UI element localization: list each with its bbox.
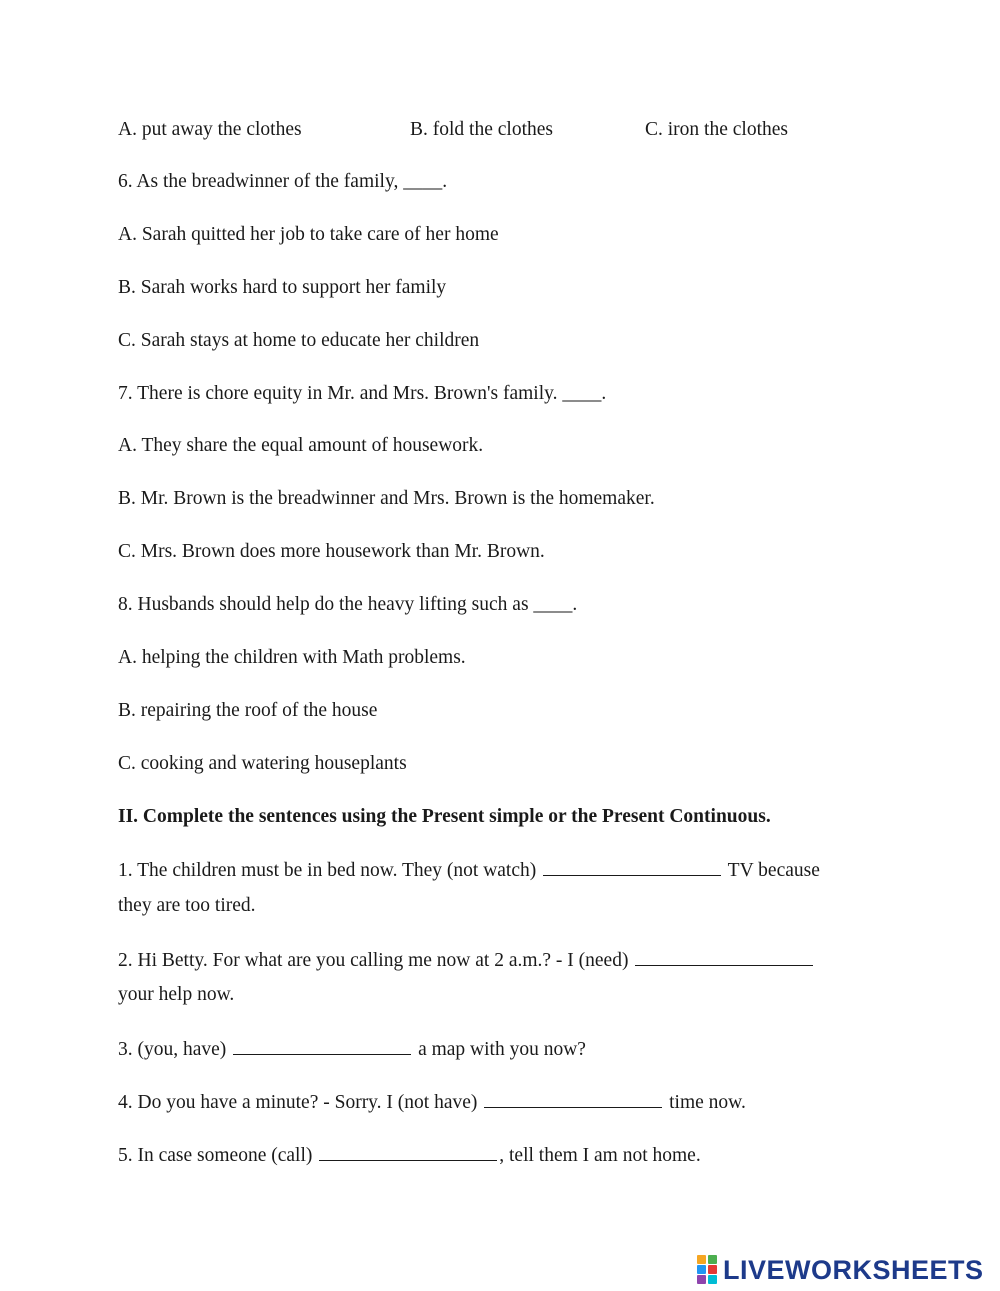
sentence-5-text-before: 5. In case someone (call) — [118, 1145, 318, 1166]
sentence-1-blank[interactable] — [543, 857, 721, 876]
liveworksheets-logo — [697, 1254, 984, 1286]
logo-text: LIVEWORKSHEETS — [723, 1254, 984, 1285]
sentence-5 — [118, 1142, 701, 1168]
sentence-1-continuation: they are too tired. — [118, 895, 256, 916]
sentence-1 — [118, 857, 820, 883]
sentence-5-blank[interactable] — [319, 1142, 497, 1161]
sentence-3-blank[interactable] — [233, 1036, 411, 1055]
q6-option-b[interactable]: B. Sarah works hard to support her family — [118, 277, 447, 298]
sentence-4-text-after: time now. — [664, 1092, 746, 1113]
sentence-4 — [118, 1089, 746, 1115]
q8-question: 8. Husbands should help do the heavy lifting such as ____. — [118, 594, 578, 615]
q8-option-b[interactable]: B. repairing the roof of the house — [118, 700, 378, 721]
sentence-1-text-after: TV because — [723, 860, 820, 881]
sentence-1-text-before: 1. The children must be in bed now. They (not watch) — [118, 860, 542, 881]
sentence-5-text-after: , tell them I am not home. — [499, 1145, 701, 1166]
sentence-3-text-before: 3. (you, have) — [118, 1039, 232, 1060]
q8-option-a[interactable]: A. helping the children with Math problems. — [118, 647, 466, 668]
q5-option-a[interactable]: A. put away the clothes — [118, 119, 302, 140]
sentence-2-blank[interactable] — [635, 947, 813, 966]
q7-option-b[interactable]: B. Mr. Brown is the breadwinner and Mrs. Brown is the homemaker. — [118, 488, 655, 509]
sentence-4-blank[interactable] — [484, 1089, 662, 1108]
q5-option-c[interactable]: C. iron the clothes — [645, 119, 788, 140]
q7-question: 7. There is chore equity in Mr. and Mrs. Brown's family. ____. — [118, 383, 607, 404]
q6-option-a[interactable]: A. Sarah quitted her job to take care of her home — [118, 224, 499, 245]
q8-option-c[interactable]: C. cooking and watering houseplants — [118, 753, 407, 774]
q7-option-a[interactable]: A. They share the equal amount of housework. — [118, 435, 484, 456]
q6-question: 6. As the breadwinner of the family, ____. — [118, 171, 448, 192]
logo-blocks-icon — [697, 1255, 719, 1285]
q6-option-c[interactable]: C. Sarah stays at home to educate her children — [118, 330, 480, 351]
sentence-2-text-before: 2. Hi Betty. For what are you calling me now at 2 a.m.? - I (need) — [118, 950, 634, 971]
section-2-heading: II. Complete the sentences using the Present simple or the Present Continuous. — [118, 806, 771, 827]
q5-option-b[interactable]: B. fold the clothes — [410, 119, 553, 140]
sentence-3 — [118, 1036, 586, 1062]
sentence-3-text-after: a map with you now? — [413, 1039, 586, 1060]
q7-option-c[interactable]: C. Mrs. Brown does more housework than Mr. Brown. — [118, 541, 545, 562]
sentence-4-text-before: 4. Do you have a minute? - Sorry. I (not have) — [118, 1092, 483, 1113]
sentence-2-continuation: your help now. — [118, 984, 235, 1005]
sentence-2 — [118, 947, 815, 973]
